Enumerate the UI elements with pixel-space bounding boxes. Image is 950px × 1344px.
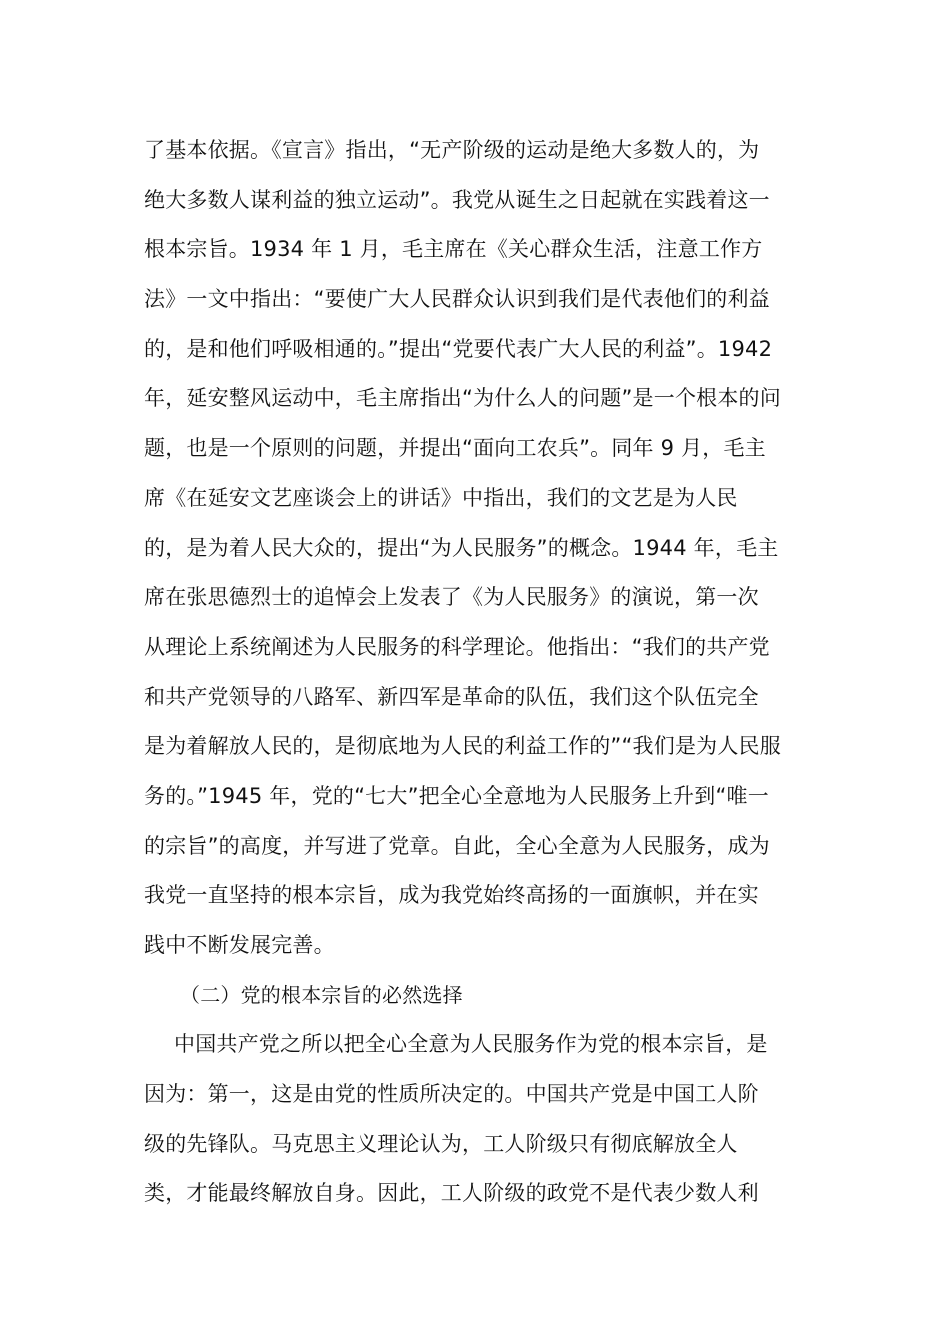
text-line: 法》一文中指出：“要使广大人民群众认识到我们是代表他们的利益 <box>144 287 770 312</box>
document-body <box>144 126 808 1219</box>
text-line: 中国共产党之所以把全心全意为人民服务作为党的根本宗旨，是 <box>174 1032 768 1057</box>
text-line: 践中不断发展完善。 <box>144 933 335 957</box>
text-line: 的，是和他们呼吸相通的。”提出“党要代表广大人民的利益”。1942 <box>144 336 773 361</box>
text-line: 的，是为着人民大众的，提出“为人民服务”的概念。1944 年，毛主 <box>144 535 779 560</box>
text-line: 席在张思德烈士的追悼会上发表了《为人民服务》的演说，第一次 <box>144 585 759 610</box>
text-line: 和共产党领导的八路军、新四军是革命的队伍，我们这个队伍完全 <box>144 684 759 709</box>
text-line: 年，延安整风运动中，毛主席指出“为什么人的问题”是一个根本的问 <box>144 386 781 411</box>
text-line: 务的。”1945 年，党的“七大”把全心全意地为人民服务上升到“唯一 <box>144 783 769 808</box>
text-line: 题，也是一个原则的问题，并提出“面向工农兵”。同年 9 月，毛主 <box>144 436 766 461</box>
text-line: 类，才能最终解放自身。因此，工人阶级的政党不是代表少数人利 <box>144 1181 759 1206</box>
text-line: 绝大多数人谋利益的独立运动”。我党从诞生之日起就在实践着这一 <box>144 187 770 212</box>
text-line: 席《在延安文艺座谈会上的讲话》中指出，我们的文艺是为人民 <box>144 485 738 510</box>
text-line: 级的先锋队。马克思主义理论认为，工人阶级只有彻底解放全人 <box>144 1131 738 1156</box>
section-heading: （二）党的根本宗旨的必然选择 <box>180 982 463 1007</box>
paragraph-necessity <box>144 1020 808 1219</box>
text-line: 根本宗旨。1934 年 1 月，毛主席在《关心群众生活，注意工作方 <box>144 237 763 262</box>
text-line: 了基本依据。《宣言》指出，“无产阶级的运动是绝大多数人的，为 <box>144 138 760 162</box>
text-line: 从理论上系统阐述为人民服务的科学理论。他指出：“我们的共产党 <box>144 634 770 659</box>
text-line: 是为着解放人民的，是彻底地为人民的利益工作的”“我们是为人民服 <box>144 734 781 759</box>
text-line: 的宗旨”的高度，并写进了党章。自此，全心全意为人民服务，成为 <box>144 833 770 858</box>
text-line: 因为：第一，这是由党的性质所决定的。中国共产党是中国工人阶 <box>144 1082 759 1107</box>
text-line: 我党一直坚持的根本宗旨，成为我党始终高扬的一面旗帜，并在实 <box>144 883 759 908</box>
paragraph-history <box>144 126 808 971</box>
